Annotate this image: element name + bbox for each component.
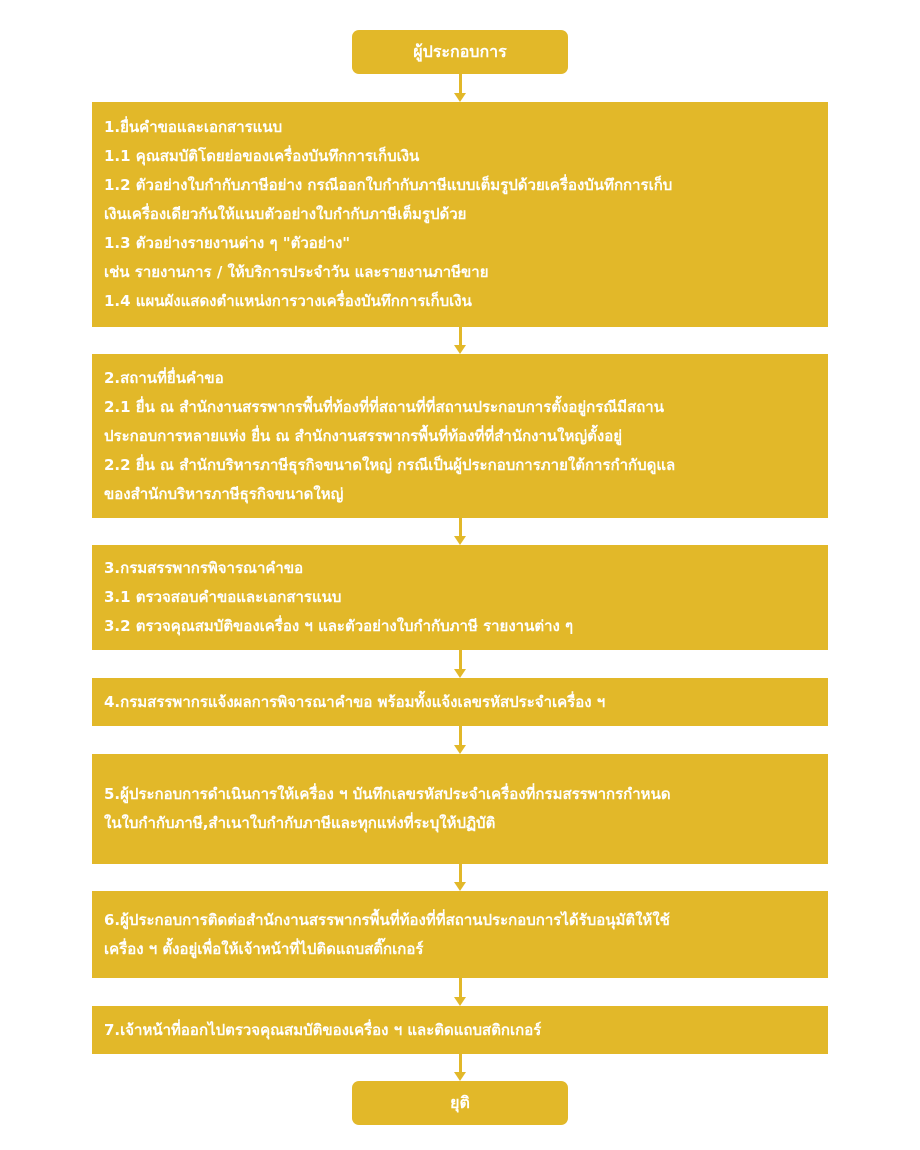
step-2-line: ของสำนักบริหารภาษีธุรกิจขนาดใหญ่ [104,484,344,503]
arrow-step3-to-step4 [454,650,466,678]
step-1-line: 1.2 ตัวอย่างใบกำกับภาษีอย่าง กรณีออกใบกำกับภาษีแบบเต็มรูปด้วยเครื่องบันทึกการเก็บ [104,176,673,194]
step-2-line: 2.สถานที่ยื่นคำขอ [104,368,224,387]
step-1-line: 1.4 แผนผังแสดงตำแหน่งการวางเครื่องบันทึกการเก็บเงิน [104,292,472,310]
step-7-line: 7.เจ้าหน้าที่ออกไปตรวจคุณสมบัติของเครื่อง ฯ และติดแถบสติกเกอร์ [104,1020,542,1039]
start-label: ผู้ประกอบการ [413,41,507,61]
step-1-line: 1.1 คุณสมบัติโดยย่อของเครื่องบันทึกการเก็บเงิน [104,147,420,165]
step-3-line: 3.2 ตรวจคุณสมบัติของเครื่อง ฯ และตัวอย่างใบกำกับภาษี รายงานต่าง ๆ [104,617,574,635]
arrow-start-to-step1 [454,74,466,102]
step-1-box [92,102,828,327]
step-5-line: 5.ผู้ประกอบการดำเนินการให้เครื่อง ฯ บันทึกเลขรหัสประจำเครื่องที่กรมสรรพากรกำหนด [104,785,671,803]
step-6-line: เครื่อง ฯ ตั้งอยู่เพื่อให้เจ้าหน้าที่ไปติดแถบสติ๊กเกอร์ [104,939,424,958]
step-2-line: 2.2 ยื่น ณ สำนักบริหารภาษีธุรกิจขนาดใหญ่ กรณีเป็นผู้ประกอบการภายใต้การกำกับดูแล [104,455,676,474]
arrow-step6-to-step7 [454,978,466,1006]
end-label: ยุติ [450,1092,470,1112]
step-5-box [92,754,828,864]
arrow-step5-to-step6 [454,864,466,891]
end-node [352,1081,568,1125]
step-1-line: เงินเครื่องเดียวกันให้แนบตัวอย่างใบกำกับภาษีเต็มรูปด้วย [104,205,467,223]
step-2-line: 2.1 ยื่น ณ สำนักงานสรรพากรพื้นที่ท้องที่ที่สถานที่ที่สถานประกอบการตั้งอยู่กรณีมีสถาน [104,397,664,416]
step-4-box [92,678,828,726]
step-1-line: เช่น รายงานการ / ให้บริการประจำวัน และรายงานภาษีขาย [104,263,489,281]
arrow-step2-to-step3 [454,518,466,545]
step-1-line: 1.ยื่นคำขอและเอกสารแนบ [104,118,283,136]
step-4-line: 4.กรมสรรพากรแจ้งผลการพิจารณาคำขอ พร้อมทั้งแจ้งเลขรหัสประจำเครื่อง ฯ [104,692,606,711]
step-2-line: ประกอบการหลายแห่ง ยื่น ณ สำนักงานสรรพากรพื้นที่ท้องที่ที่สำนักงานใหญ่ตั้งอยู่ [104,426,623,445]
step-6-line: 6.ผู้ประกอบการติดต่อสำนักงานสรรพากรพื้นที่ท้องที่ที่สถานประกอบการได้รับอนุมัติให้ใช้ [104,910,670,929]
step-7-box [92,1006,828,1054]
step-2-box [92,354,828,518]
step-1-line: 1.3 ตัวอย่างรายงานต่าง ๆ "ตัวอย่าง" [104,234,351,252]
step-3-line: 3.กรมสรรพากรพิจารณาคำขอ [104,559,304,577]
step-6-box [92,891,828,978]
arrow-step4-to-step5 [454,726,466,754]
step-3-line: 3.1 ตรวจสอบคำขอและเอกสารแนบ [104,588,342,606]
step-3-box [92,545,828,650]
start-node [352,30,568,74]
arrow-step1-to-step2 [454,327,466,354]
arrow-step7-to-end [454,1054,466,1081]
step-5-line: ในใบกำกับภาษี,สำเนาใบกำกับภาษีและทุกแห่งที่ระบุให้ปฏิบัติ [104,814,496,832]
